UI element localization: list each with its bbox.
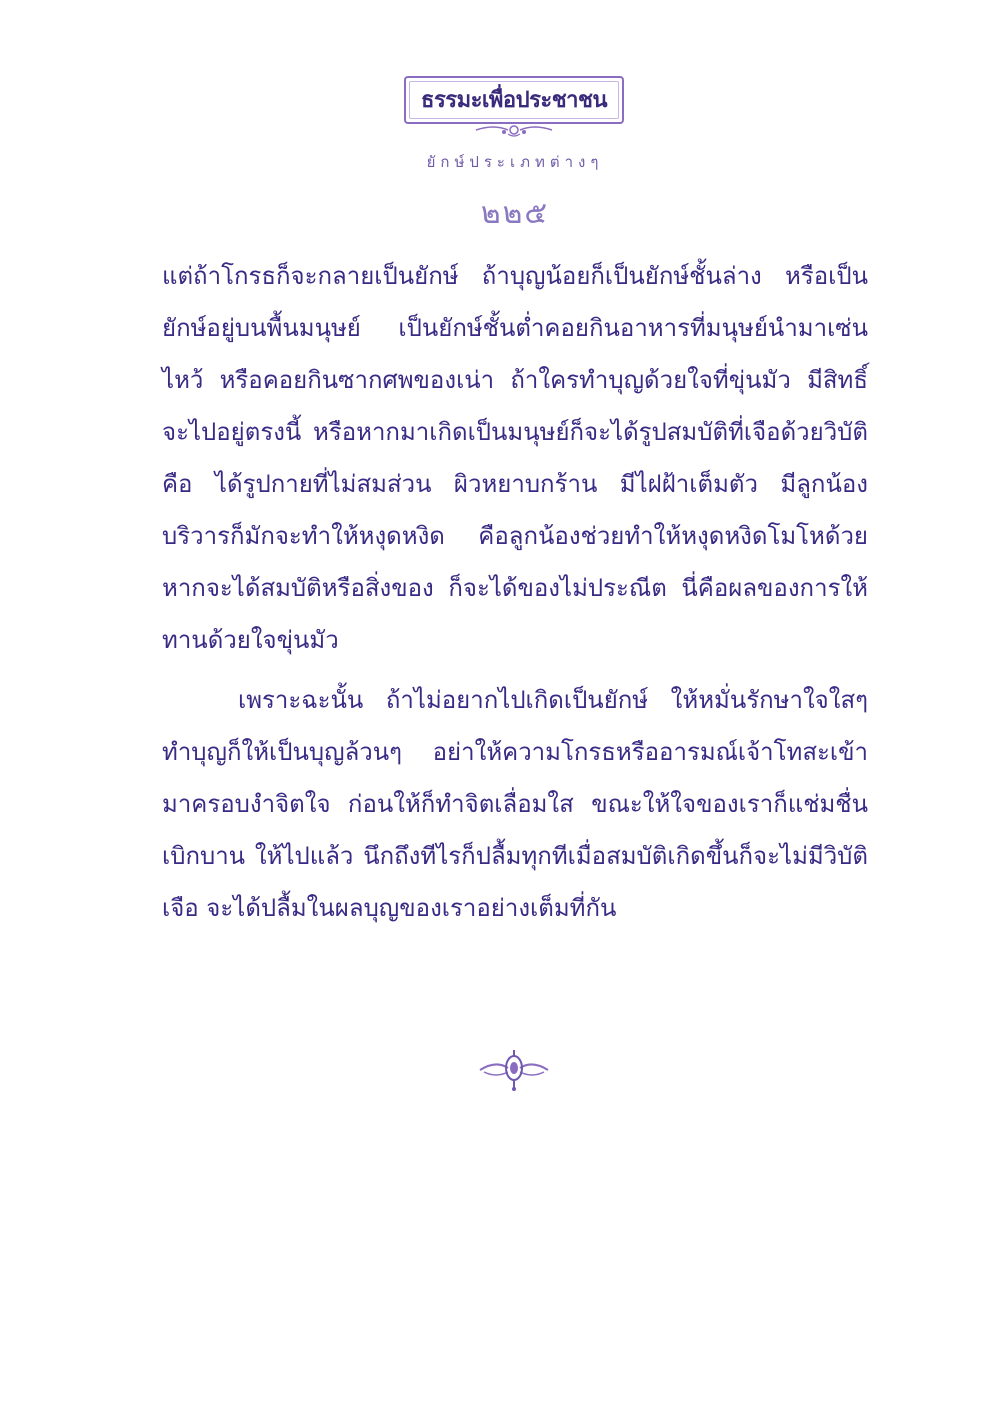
end-ornament-icon — [478, 1046, 550, 1092]
paragraph: แต่ถ้าโกรธก็จะกลายเป็นยักษ์ ถ้าบุญน้อยก็เป็นยักษ์ชั้นล่าง หรือเป็นยักษ์อยู่บนพื้นมนุษย์ เป็นยักษ์ชั้นต่ำคอยกินอาหารที่มนุษย์นำมาเซ่นไหว้ หรือคอยกินซากศพของเน่า ถ้าใครทำบุญด้วยใจที่ขุ่นมัว มีสิทธิ์จะไปอยู่ตรงนี้ หรือหากมาเกิดเป็นมนุษย์ก็จะได้รูปสมบัติที่เจือด้วยวิบัติ คือ ได้รูปกายที่ไม่สมส่วน ผิวหยาบกร้าน มีไฝฝ้าเต็มตัว มีลูกน้องบริวารก็มักจะทำให้หงุดหงิด คือลูกน้องช่วยทำให้หงุดหงิดโมโหด้วย หากจะได้สมบัติหรือสิ่งของ ก็จะได้ของไม่ประณีต นี่คือผลของการให้ทานด้วยใจขุ่นมัว — [162, 262, 868, 654]
paragraph: เพราะฉะนั้น ถ้าไม่อยากไปเกิดเป็นยักษ์ ให้หมั่นรักษาใจใสๆ ทำบุญก็ให้เป็นบุญล้วนๆ อย่าให้ความโกรธหรืออารมณ์เจ้าโทสะเข้ามาครอบงำจิตใจ ก่อนให้ก็ทำจิตเลื่อมใส ขณะให้ใจของเราก็แช่มชื่นเบิกบาน ให้ไปแล้ว นึกถึงทีไรก็ปลื้มทุกทีเมื่อสมบัติเกิดขึ้นก็จะไม่มีวิบัติเจือ จะได้ปลื้มในผลบุญของเราอย่างเต็มที่กัน — [162, 686, 868, 922]
page-number: ๒๒๕ — [480, 196, 550, 231]
chapter-title: ยักษ์ประเภทต่างๆ — [426, 153, 604, 171]
body-text — [162, 250, 868, 934]
logo-text: ธรรมะเพื่อประชาชน — [421, 87, 607, 113]
header-logo — [404, 76, 626, 146]
flourish-ornament-icon — [474, 120, 554, 140]
